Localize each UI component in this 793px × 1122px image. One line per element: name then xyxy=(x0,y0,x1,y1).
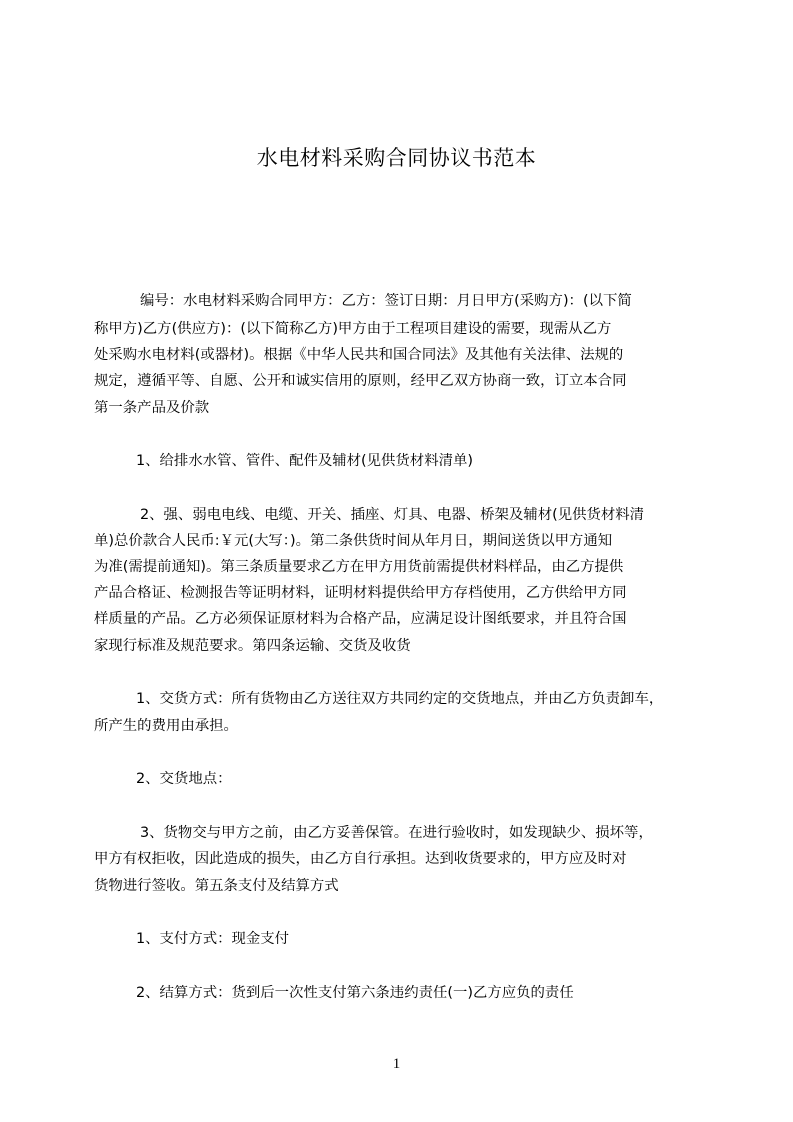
paragraph-line: 单)总价款合人民币:￥元(大写：)。第二条供货时间从年月日，期间送货以甲方通知 xyxy=(94,533,613,549)
paragraph-line: 货物进行签收。第五条支付及结算方式 xyxy=(94,878,339,894)
paragraph-line: 甲方有权拒收，因此造成的损失，由乙方自行承担。达到收货要求的，甲方应及时对 xyxy=(94,851,627,867)
paragraph-line: 规定，遵循平等、自愿、公开和诚实信用的原则，经甲乙双方协商一致，订立本合同 xyxy=(94,373,627,389)
list-item: 1、给排水水管、管件、配件及辅材(见供货材料清单) xyxy=(136,453,473,469)
paragraph-line: 称甲方)乙方(供应方)：(以下简称乙方)甲方由于工程项目建设的需要，现需从乙方 xyxy=(94,321,612,337)
list-item: 2、结算方式：货到后一次性支付第六条违约责任(一)乙方应负的责任 xyxy=(136,985,574,1001)
list-item: 2、强、弱电电线、电缆、开关、插座、灯具、电器、桥架及辅材(见供货材料清 xyxy=(140,507,645,523)
paragraph-line: 样质量的产品。乙方必须保证原材料为合格产品，应满足设计图纸要求，并且符合国 xyxy=(94,611,627,627)
paragraph-line: 所产生的费用由承担。 xyxy=(94,718,238,734)
page-number: 1 xyxy=(392,1056,401,1072)
paragraph-line: 产品合格证、检测报告等证明材料，证明材料提供给甲方存档使用，乙方供给甲方同 xyxy=(94,585,627,601)
list-item: 1、交货方式：所有货物由乙方送往双方共同约定的交货地点，并由乙方负责卸车， xyxy=(136,691,664,707)
paragraph-line: 为准(需提前通知)。第三条质量要求乙方在甲方用货前需提供材料样品，由乙方提供 xyxy=(94,559,624,575)
paragraph-line: 处采购水电材料(或器材)。根据《中华人民共和国合同法》及其他有关法律、法规的 xyxy=(94,347,624,363)
paragraph-line: 编号：水电材料采购合同甲方：乙方：签订日期：月日甲方(采购方)：(以下简 xyxy=(140,293,632,309)
document-title: 水电材料采购合同协议书范本 xyxy=(256,146,537,170)
section-heading: 第一条产品及价款 xyxy=(94,400,210,416)
list-item: 2、交货地点： xyxy=(136,771,232,787)
list-item: 1、支付方式：现金支付 xyxy=(136,931,290,947)
list-item: 3、货物交与甲方之前，由乙方妥善保管。在进行验收时，如发现缺少、损坏等， xyxy=(140,825,653,841)
paragraph-line: 家现行标准及规范要求。第四条运输、交货及收货 xyxy=(94,638,411,654)
